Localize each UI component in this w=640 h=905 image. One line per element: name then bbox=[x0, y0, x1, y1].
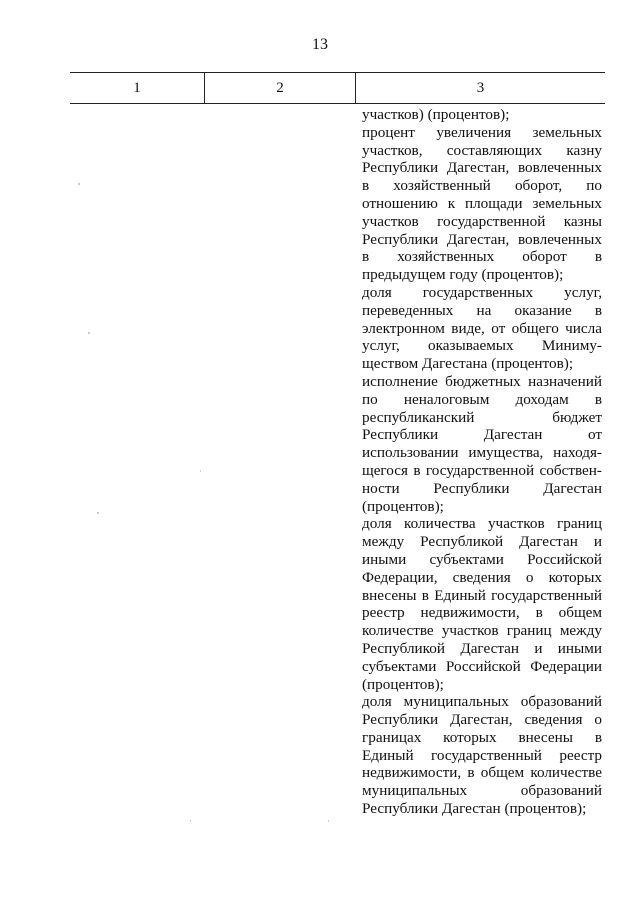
scan-speck bbox=[88, 332, 90, 334]
text-line: электронном виде, от общего числа bbox=[362, 319, 602, 337]
text-line: Республикой Дагестан и иными bbox=[362, 639, 602, 657]
text-line: использовании имущества, находя- bbox=[362, 444, 602, 462]
scan-speck bbox=[200, 470, 201, 472]
text-line: Республики Дагестан, вовлеченных bbox=[362, 230, 602, 248]
text-line: процент увеличения земельных bbox=[362, 123, 602, 141]
text-line: участков, составляющих казну bbox=[362, 141, 602, 159]
text-line: доля количества участков границ bbox=[362, 515, 602, 533]
text-line: иными субъектами Российской bbox=[362, 550, 602, 568]
text-line: щегося в государственной собствен- bbox=[362, 461, 602, 479]
column-header-3: 3 bbox=[476, 79, 485, 96]
text-line: участков государственной казны bbox=[362, 212, 602, 230]
text-line: участков) (процентов); bbox=[362, 106, 510, 123]
scan-speck bbox=[328, 820, 329, 822]
page-number: 13 bbox=[312, 36, 328, 53]
text-line: в хозяйственный оборот, по bbox=[362, 177, 602, 195]
text-line: переведенных на оказание в bbox=[362, 301, 602, 319]
text-line: внесены в Единый государственный bbox=[362, 586, 602, 604]
text-line: предыдущем году (процентов); bbox=[362, 266, 564, 284]
text-line: ществом Дагестана (процентов); bbox=[362, 355, 574, 373]
text-line: исполнение бюджетных назначений bbox=[362, 372, 602, 390]
text-line: отношению к площади земельных bbox=[362, 194, 602, 212]
text-line: Единый государственный реестр bbox=[362, 746, 602, 764]
text-line: количестве участков границ между bbox=[362, 622, 602, 640]
text-line: Республики Дагестан (процентов); bbox=[362, 800, 587, 818]
text-line: между Республикой Дагестан и bbox=[362, 533, 602, 551]
text-line: границах которых внесены в bbox=[362, 728, 602, 746]
text-line: муниципальных образований bbox=[362, 782, 602, 800]
text-line: услуг, оказываемых Миниму- bbox=[362, 337, 602, 355]
column-3-text bbox=[362, 106, 602, 818]
text-line: недвижимости, в общем количестве bbox=[362, 764, 602, 782]
text-line: Республики Дагестан, вовлеченных bbox=[362, 159, 602, 177]
text-line: (процентов); bbox=[362, 497, 444, 515]
text-line: доля муниципальных образований bbox=[362, 693, 602, 711]
column-header-1: 1 bbox=[70, 73, 205, 103]
table-header-row bbox=[70, 72, 605, 104]
text-line: доля государственных услуг, bbox=[362, 283, 602, 301]
scan-speck bbox=[97, 512, 99, 514]
text-line: в хозяйственных оборот в bbox=[362, 248, 602, 266]
text-line: Федерации, сведения о которых bbox=[362, 568, 602, 586]
text-line: реестр недвижимости, в общем bbox=[362, 604, 602, 622]
scan-speck bbox=[78, 183, 80, 185]
column-header-2: 2 bbox=[205, 73, 356, 103]
text-line: Республики Дагестан от bbox=[362, 426, 602, 444]
scan-speck bbox=[190, 820, 191, 822]
text-line: субъектами Российской Федерации bbox=[362, 657, 602, 675]
text-line: (процентов); bbox=[362, 675, 444, 693]
text-line: по неналоговым доходам в bbox=[362, 390, 602, 408]
text-line: ности Республики Дагестан bbox=[362, 479, 602, 497]
text-line: республиканский бюджет bbox=[362, 408, 602, 426]
text-line: Республики Дагестан, сведения о bbox=[362, 711, 602, 729]
